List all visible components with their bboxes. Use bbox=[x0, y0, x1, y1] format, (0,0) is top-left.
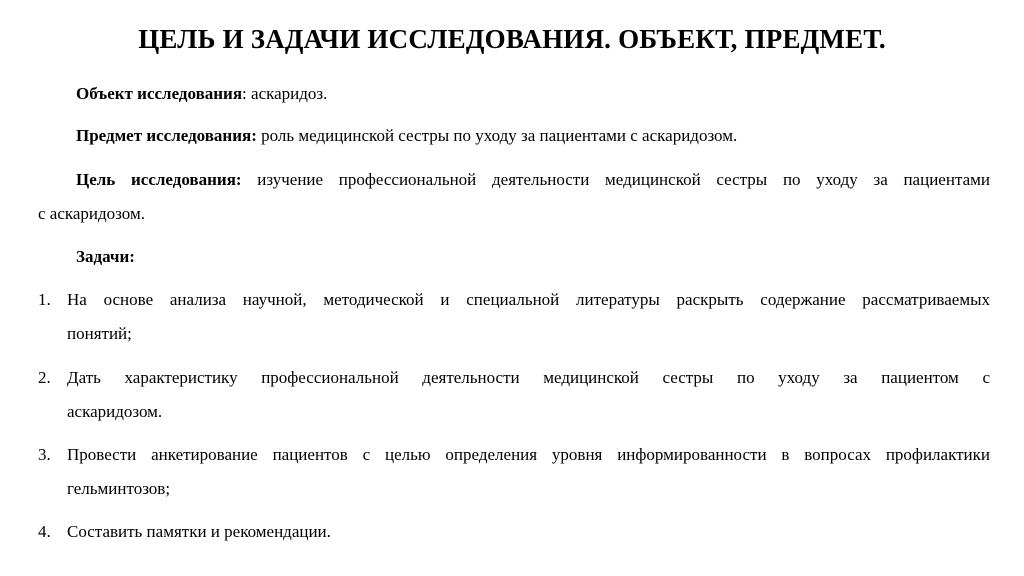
goal-paragraph-line1 bbox=[76, 169, 990, 191]
task-item-2-line2: аскаридозом. bbox=[67, 402, 163, 421]
goal-text-line1: изучение профессиональной деятельности медицинской сестры по уходу за пациентами bbox=[241, 170, 990, 189]
subject-paragraph bbox=[76, 125, 737, 147]
task-number: 3. bbox=[38, 445, 51, 464]
subject-text: роль медицинской сестры по уходу за пациентами с аскаридозом. bbox=[256, 126, 738, 145]
object-label: Объект исследования bbox=[76, 84, 243, 103]
subject-label: Предмет исследования: bbox=[76, 126, 257, 145]
task-number: 2. bbox=[38, 368, 51, 387]
object-text: : аскаридоз. bbox=[242, 84, 328, 103]
slide-title: ЦЕЛЬ И ЗАДАЧИ ИССЛЕДОВАНИЯ. ОБЪЕКТ, ПРЕДМЕТ. bbox=[138, 24, 886, 54]
tasks-heading: Задачи: bbox=[76, 247, 135, 266]
task-item-4-line1: Составить памятки и рекомендации. bbox=[67, 522, 331, 541]
object-paragraph bbox=[76, 83, 327, 105]
goal-paragraph-line2: с аскаридозом. bbox=[38, 204, 145, 223]
task-item-1-line2: понятий; bbox=[67, 324, 132, 343]
task-number: 1. bbox=[38, 290, 51, 309]
goal-label: Цель исследования: bbox=[76, 170, 242, 189]
task-item-2-line1: Дать характеристику профессиональной деятельности медицинской сестры по уходу за пациентом с bbox=[67, 368, 990, 387]
task-item-3-line2: гельминтозов; bbox=[67, 479, 171, 498]
task-item-3-line1: Провести анкетирование пациентов с целью определения уровня информированности в вопросах профилактики bbox=[67, 445, 990, 464]
task-item-1-line1: На основе анализа научной, методической и специальной литературы раскрыть содержание рассматриваемых bbox=[67, 290, 990, 309]
task-number: 4. bbox=[38, 522, 51, 541]
